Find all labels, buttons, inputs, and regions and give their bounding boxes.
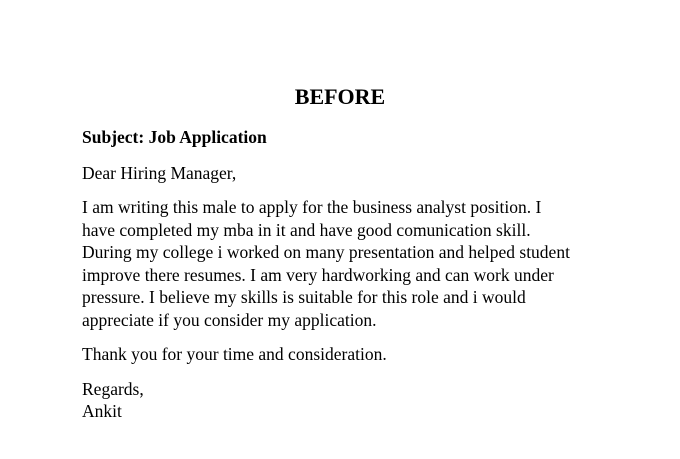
letter-body <box>82 196 642 331</box>
letter-body-line: have completed my mba in it and have good comunication skill. <box>82 219 531 240</box>
letter-body-line: During my college i worked on many presentation and helped student <box>82 242 570 262</box>
letter-closing: Thank you for your time and consideration. <box>82 344 387 364</box>
letter-body-line: I am writing this male to apply for the business analyst position. I <box>82 197 542 217</box>
letter-body-line: improve there resumes. I am very hardworking and can work under <box>82 264 554 285</box>
letter-subject: Subject: Job Application <box>82 127 267 147</box>
letter-body-line: appreciate if you consider my application. <box>82 309 377 330</box>
letter-salutation: Dear Hiring Manager, <box>82 162 237 183</box>
page-heading: BEFORE <box>294 84 386 109</box>
letter-signoff: Regards, <box>82 378 144 399</box>
letter-body-line: pressure. I believe my skills is suitable for this role and i would <box>82 287 526 307</box>
letter <box>82 126 642 423</box>
letter-signature: Ankit <box>82 401 122 421</box>
